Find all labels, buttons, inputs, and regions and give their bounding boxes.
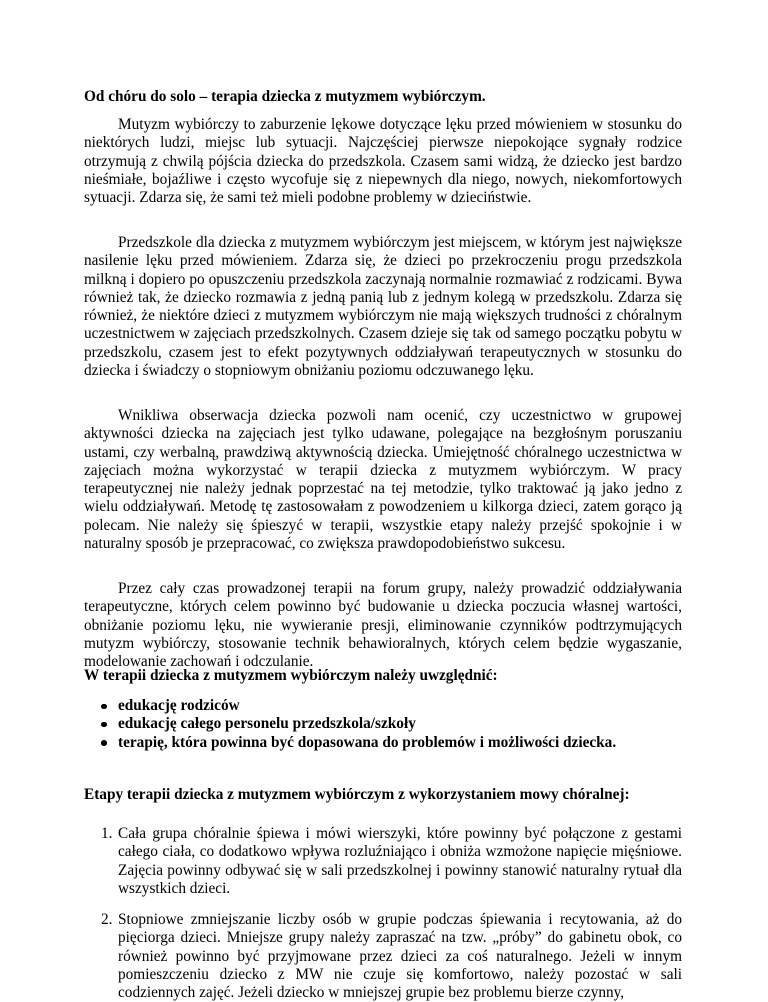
step-number: 2. (101, 911, 113, 928)
list-item-text: edukację rodziców (118, 697, 240, 714)
bullet-icon (101, 740, 107, 746)
section-heading-include: W terapii dziecka z mutyzmem wybiórczym należy uwzględnić: (84, 667, 498, 684)
bullet-icon (101, 722, 107, 728)
steps-list (84, 825, 682, 1002)
bullet-icon (101, 704, 107, 710)
list-item-text: terapię, która powinna być dopasowana do problemów i możliwości dziecka. (118, 733, 617, 751)
paragraph-preschool: Przedszkole dla dziecka z mutyzmem wybiórczym jest miejscem, w którym jest największe nasilenie lęku przed mówieniem. Zdarza się, że dzieci po przekroczeniu progu przedszkola milkną i dopiero po opuszczeniu przedszkola zaczynają normalnie rozmawiać z rodzicami. Bywa również tak, że dziecko rozmawia z jedną panią lub z jednym kolegą w przedszkolu. Zdarza się również, że niektóre dzieci z mutyzmem wybiórczym nie mają większych trudności z chóralnym uczestnictwem w zajęciach przedszkolnych. Czasem dzieje się tak od samego początku pobytu w przedszkolu, czasem jest to efekt pozytywnych oddziaływań terapeutycznych w stosunku do dziecka i świadczy o stopniowym obniżaniu poziomu odczuwanego lęku. (84, 234, 682, 380)
list-item (84, 911, 682, 1002)
document-title: Od chóru do solo – terapia dziecka z mutyzmem wybiórczym. (84, 88, 486, 105)
list-item (84, 825, 682, 911)
paragraph-observation: Wnikliwa obserwacja dziecka pozwoli nam ocenić, czy uczestnictwo w grupowej aktywności dziecka na zajęciach jest tylko udawane, polegające na bezgłośnym poruszaniu ustami, czy werbalną, prawdziwą aktywnością dziecka. Umiejętność chóralnego uczestnictwa w zajęciach można wykorzystać w terapii dziecka z mutyzmem wybiórczym. W pracy terapeutycznej nie należy jednak poprzestać na tej metodzie, tylko traktować ją jako jedno z wielu oddziaływań. Metodę tę zastosowałam z powodzeniem u kilkorga dzieci, zatem gorąco ją polecam. Nie należy się śpieszyć w terapii, wszystkie etapy należy przejść spokojnie i w naturalny sposób je przepracować, co zwiększa prawdopodobieństwo sukcesu. (84, 407, 682, 553)
paragraph-intro: Mutyzm wybiórczy to zaburzenie lękowe dotyczące lęku przed mówieniem w stosunku do niektórych ludzi, miejsc lub sytuacji. Najczęściej pierwsze niepokojące sygnały rodzice otrzymują z chwilą pójścia dziecka do przedszkola. Czasem sami widzą, że dziecko jest bardzo nieśmiałe, bojaźliwe i często wycofuje się z niepewnych dla niego, nowych, niekomfortowych sytuacji. Zdarza się, że sami też mieli podobne problemy w dzieciństwie. (84, 116, 682, 207)
step-number: 1. (101, 825, 113, 842)
section-heading-stages: Etapy terapii dziecka z mutyzmem wybiórczym z wykorzystaniem mowy chóralnej: (84, 786, 630, 803)
step-text: Cała grupa chóralnie śpiewa i mówi wierszyki, które powinny być połączone z gestami całego ciała, co dodatkowo wpływa rozluźniająco i obniża wzmożone napięcie mięśniowe. Zajęcia powinny odbywać się w sali przedszkolnej i powinny stanowić naturalny rytuał dla wszystkich dzieci. (118, 825, 682, 897)
list-item (84, 715, 704, 733)
paragraph-therapy: Przez cały czas prowadzonej terapii na forum grupy, należy prowadzić oddziaływania terapeutyczne, których celem powinno być budowanie u dziecka poczucia własnej wartości, obniżanie poziomu lęku, nie wywieranie presji, eliminowanie czynników podtrzymujących mutyzm wybiórczy, stosowanie technik behawioralnych, których celem będzie wygaszanie, modelowanie zachowań i odczulanie. (84, 580, 682, 671)
step-text: Stopniowe zmniejszanie liczby osób w grupie podczas śpiewania i recytowania, aż do pięciorga dzieci. Mniejsze grupy należy zapraszać na tzw. „próby” do gabinetu obok, co również powinno być przyjmowane przez dzieci za coś naturalnego. Jeżeli w innym pomieszczeniu dziecko z MW nie czuje się komfortowo, należy pozostać w sali codziennych zajęć. Jeżeli dziecko w mniejszej grupie bez problemu bierze czynny, (118, 911, 682, 1002)
bullet-list (84, 697, 704, 752)
list-item (84, 697, 704, 715)
list-item (84, 734, 704, 752)
list-item-text: edukację całego personelu przedszkola/szkoły (118, 715, 416, 733)
